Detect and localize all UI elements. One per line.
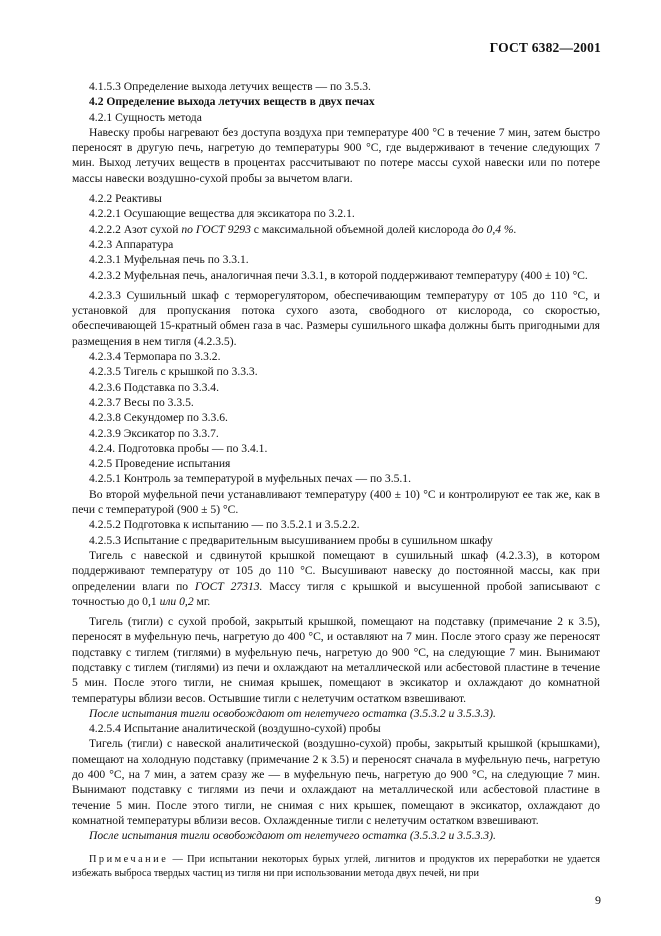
paragraph [72,548,600,609]
paragraph-italic: После испытания тигли освобождают от нелетучего остатка (3.5.3.2 и 3.5.3.3). [89,829,496,843]
paragraph: 4.2.3.8 Секундомер по 3.3.6. [89,411,228,425]
paragraph: 4.2.5.3 Испытание с предварительным высушиванием пробы в сушильном шкафу [89,533,493,547]
subsection-heading: 4.2.2 Реактивы [89,192,162,206]
document-body [72,79,600,881]
subsection-heading: 4.2.5 Проведение испытания [89,457,231,471]
paragraph: 4.2.3.6 Подставка по 3.3.4. [89,380,219,394]
paragraph: Тигель (тигли) с сухой пробой, закрытый крышкой, помещают на подставку (примечание 2 к 3.5), переносят в муфельную печь, нагретую до 400 °С, и оставляют на 7 мин. После этого сразу же переносят подставку с тиглем (тиглями) в муфельную печь, нагретую до 900 °С, на следующие 7 мин. Вынимают подставку с тиглем (тиглями) из печи и охлаждают на металлической или асбестовой пластине в течение 5 мин. После этого тигли, не снимая крышек, помещают в эксикатор и охлаждают до комнатной температуры вблизи весов. Остывшие тигли с нелетучим остатком взвешивают. [72,615,600,705]
paragraph: 4.2.3.7 Весы по 3.3.5. [89,395,194,409]
paragraph: 4.2.2.1 Осушающие вещества для эксикатора по 3.2.1. [89,207,355,221]
page-number: 9 [595,893,601,907]
paragraph: 4.2.4. Подготовка пробы — по 3.4.1. [89,441,268,455]
paragraph: Во второй муфельной печи устанавливают температуру (400 ± 10) °С и контролируют ее так же, как в печи с температурой (900 ± 5) °С. [72,487,600,517]
paragraph: Навеску пробы нагревают без доступа воздуха при температуре 400 °С в течение 7 мин, затем быстро переносят в другую печь, нагретую до температуры 900 °С, где выдерживают в течение следующих 7 мин. Выход летучих веществ в процентах рассчитывают по потере массы сухой навески или по потере массы навески воздушно-сухой пробы за вычетом влаги. [72,125,600,185]
paragraph: Тигель (тигли) с навеской аналитической (воздушно-сухой) пробы, закрытый крышкой (крышками), помещают на холодную подставку (примечание 2 к 3.5) и переносят сначала в муфельную печь, нагретую до 400 °С, на 7 мин, а затем сразу же — в муфельную печь, нагретую до 900 °С, на следующие 7 мин. Вынимают подставку с тиглями из печи и охлаждают на металлической или асбестовой пластине в течение 5 мин. После этого тигли, не снимая с них крышек, помещают в эксикатор, охлаждают до комнатной температуры вблизи весов. Охлажденные тигли с нелетучим остатком взвешивают. [72,737,600,827]
subsection-heading: 4.2.3 Аппаратура [89,237,174,251]
paragraph: 4.2.3.3 Сушильный шкаф с терморегулятором, обеспечивающим температуру от 105 до 110 °С, и установкой для пропускания потока сухого азота, свободного от кислорода, со скоростью, обеспечивающей 15-кратный обмен газа в час. Размеры сушильного шкафа должны быть пригодными для размещения в нем тигля (4.2.3.5). [72,288,600,348]
text-run-italic: до 0,4 %. [471,222,517,236]
paragraph [72,222,600,237]
paragraph: 4.2.5.4 Испытание аналитической (воздушно-сухой) пробы [89,722,381,736]
paragraph: 4.2.5.2 Подготовка к испытанию — по 3.5.2.1 и 3.5.2.2. [89,518,360,532]
paragraph: 4.2.3.9 Эксикатор по 3.3.7. [89,426,219,440]
text-run: мг. [193,594,211,608]
text-run-italic: или 0,2 [159,594,194,608]
subsection-heading: 4.2.1 Сущность метода [89,110,202,124]
paragraph-italic: После испытания тигли освобождают от нелетучего остатка (3.5.3.2 и 3.5.3.3). [89,706,496,720]
text-run-italic: по ГОСТ 9293 [181,222,251,236]
document-code-header: ГОСТ 6382—2001 [489,40,601,55]
paragraph: 4.2.3.2 Муфельная печь, аналогичная печи 3.3.1, в которой поддерживают температуру (400 ± 10) °С. [89,268,588,282]
section-heading: 4.2 Определение выхода летучих веществ в двух печах [89,95,375,109]
paragraph: 4.2.3.1 Муфельная печь по 3.3.1. [89,253,249,267]
paragraph: 4.2.5.1 Контроль за температурой в муфельных печах — по 3.5.1. [89,472,411,486]
text-run: Массу тигля с крышкой и высушенной пробой записывают с точностью до 0,1 [72,579,600,608]
text-run: с максимальной объемной долей кислорода [250,222,472,236]
paragraph: 4.1.5.3 Определение выхода летучих веществ — по 3.5.3. [89,80,371,93]
paragraph: 4.2.3.4 Термопара по 3.3.2. [89,350,221,364]
note-text: — При испытании некоторых бурых углей, лигнитов и продуктов их переработки не удается избежать выброса твердых частиц из тигля ни при использовании метода двух печей, ни при [72,853,600,879]
note [72,853,600,881]
paragraph: 4.2.3.5 Тигель с крышкой по 3.3.3. [89,365,258,379]
text-run: Тигель с навеской и сдвинутой крышкой помещают в сушильный шкаф (4.2.3.3), в котором поддерживают температуру от 105 до 110 °С. Высушивают навеску до постоянной массы, как при определении влаги по [72,548,600,593]
text-run-italic: ГОСТ 27313. [194,579,263,593]
note-label: Примечание [89,853,169,865]
text-run: 4.2.2.2 Азот сухой [89,222,182,236]
